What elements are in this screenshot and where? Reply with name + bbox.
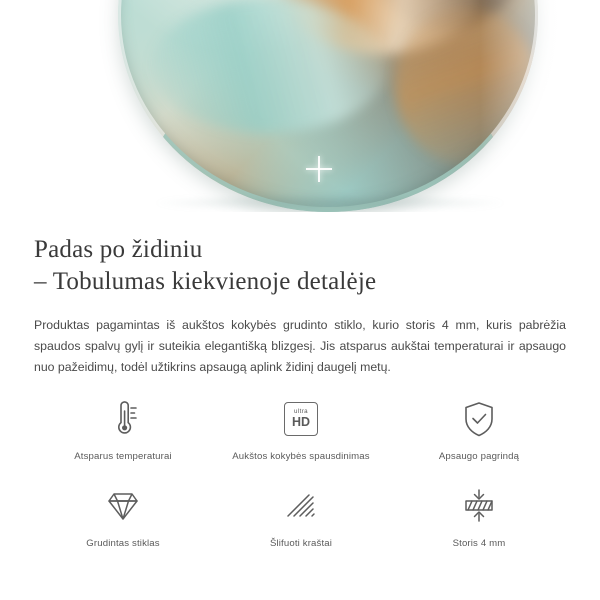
feature-label: Šlifuoti kraštai	[269, 538, 333, 550]
ultra-hd-badge-icon	[284, 396, 318, 442]
thickness-arrows-icon	[459, 483, 499, 529]
text-content	[0, 212, 600, 378]
feature-item-polished-edges	[212, 483, 390, 550]
feature-label: Aukštos kokybės spausdinimas	[232, 451, 370, 462]
platter-shadow	[150, 196, 510, 212]
diamond-icon	[103, 483, 143, 529]
page-title-line-2: – Tobulumas kiekvienoje detalėje	[34, 268, 377, 295]
marble-vein	[152, 0, 387, 133]
hero-product-image	[0, 0, 600, 212]
feature-item-thickness	[390, 483, 568, 550]
feature-item-tempered-glass	[34, 483, 212, 550]
page-title	[34, 234, 566, 298]
feature-label: Atsparus temperaturai	[74, 451, 172, 462]
badge-bottom-text: HD	[291, 415, 311, 430]
feature-item-surface-protection	[390, 396, 568, 463]
marble-vein	[395, 7, 538, 165]
feature-grid	[34, 396, 568, 551]
image-fade-left	[0, 0, 120, 212]
feature-item-print-quality	[212, 396, 390, 463]
page-title-line-1: Padas po židiniu	[34, 236, 203, 263]
feature-label: Storis 4 mm	[452, 538, 506, 550]
feature-item-temperature-resistant	[34, 396, 212, 463]
product-description-paragraph: Produktas pagamintas iš aukštos kokybės grudinto stiklo, kurio storis 4 mm, kuris pabrėžia spaudos spalvų gylį ir suteikia elegantišką blizgesį. Jis atsparus aukštai temperaturai ir apsaugo nuo pažeidimų, todėl užtikrins apsaugą aplink židinį daugelį metų.	[34, 318, 566, 375]
thermometer-icon	[105, 396, 141, 442]
badge-top-text: ultra	[293, 407, 309, 415]
polished-edges-icon	[282, 483, 320, 529]
marble-glass-platter	[118, 0, 538, 212]
feature-label: Grudintas stiklas	[86, 538, 160, 550]
shield-check-icon	[462, 396, 496, 442]
feature-label: Apsaugo pagrindą	[438, 451, 520, 462]
